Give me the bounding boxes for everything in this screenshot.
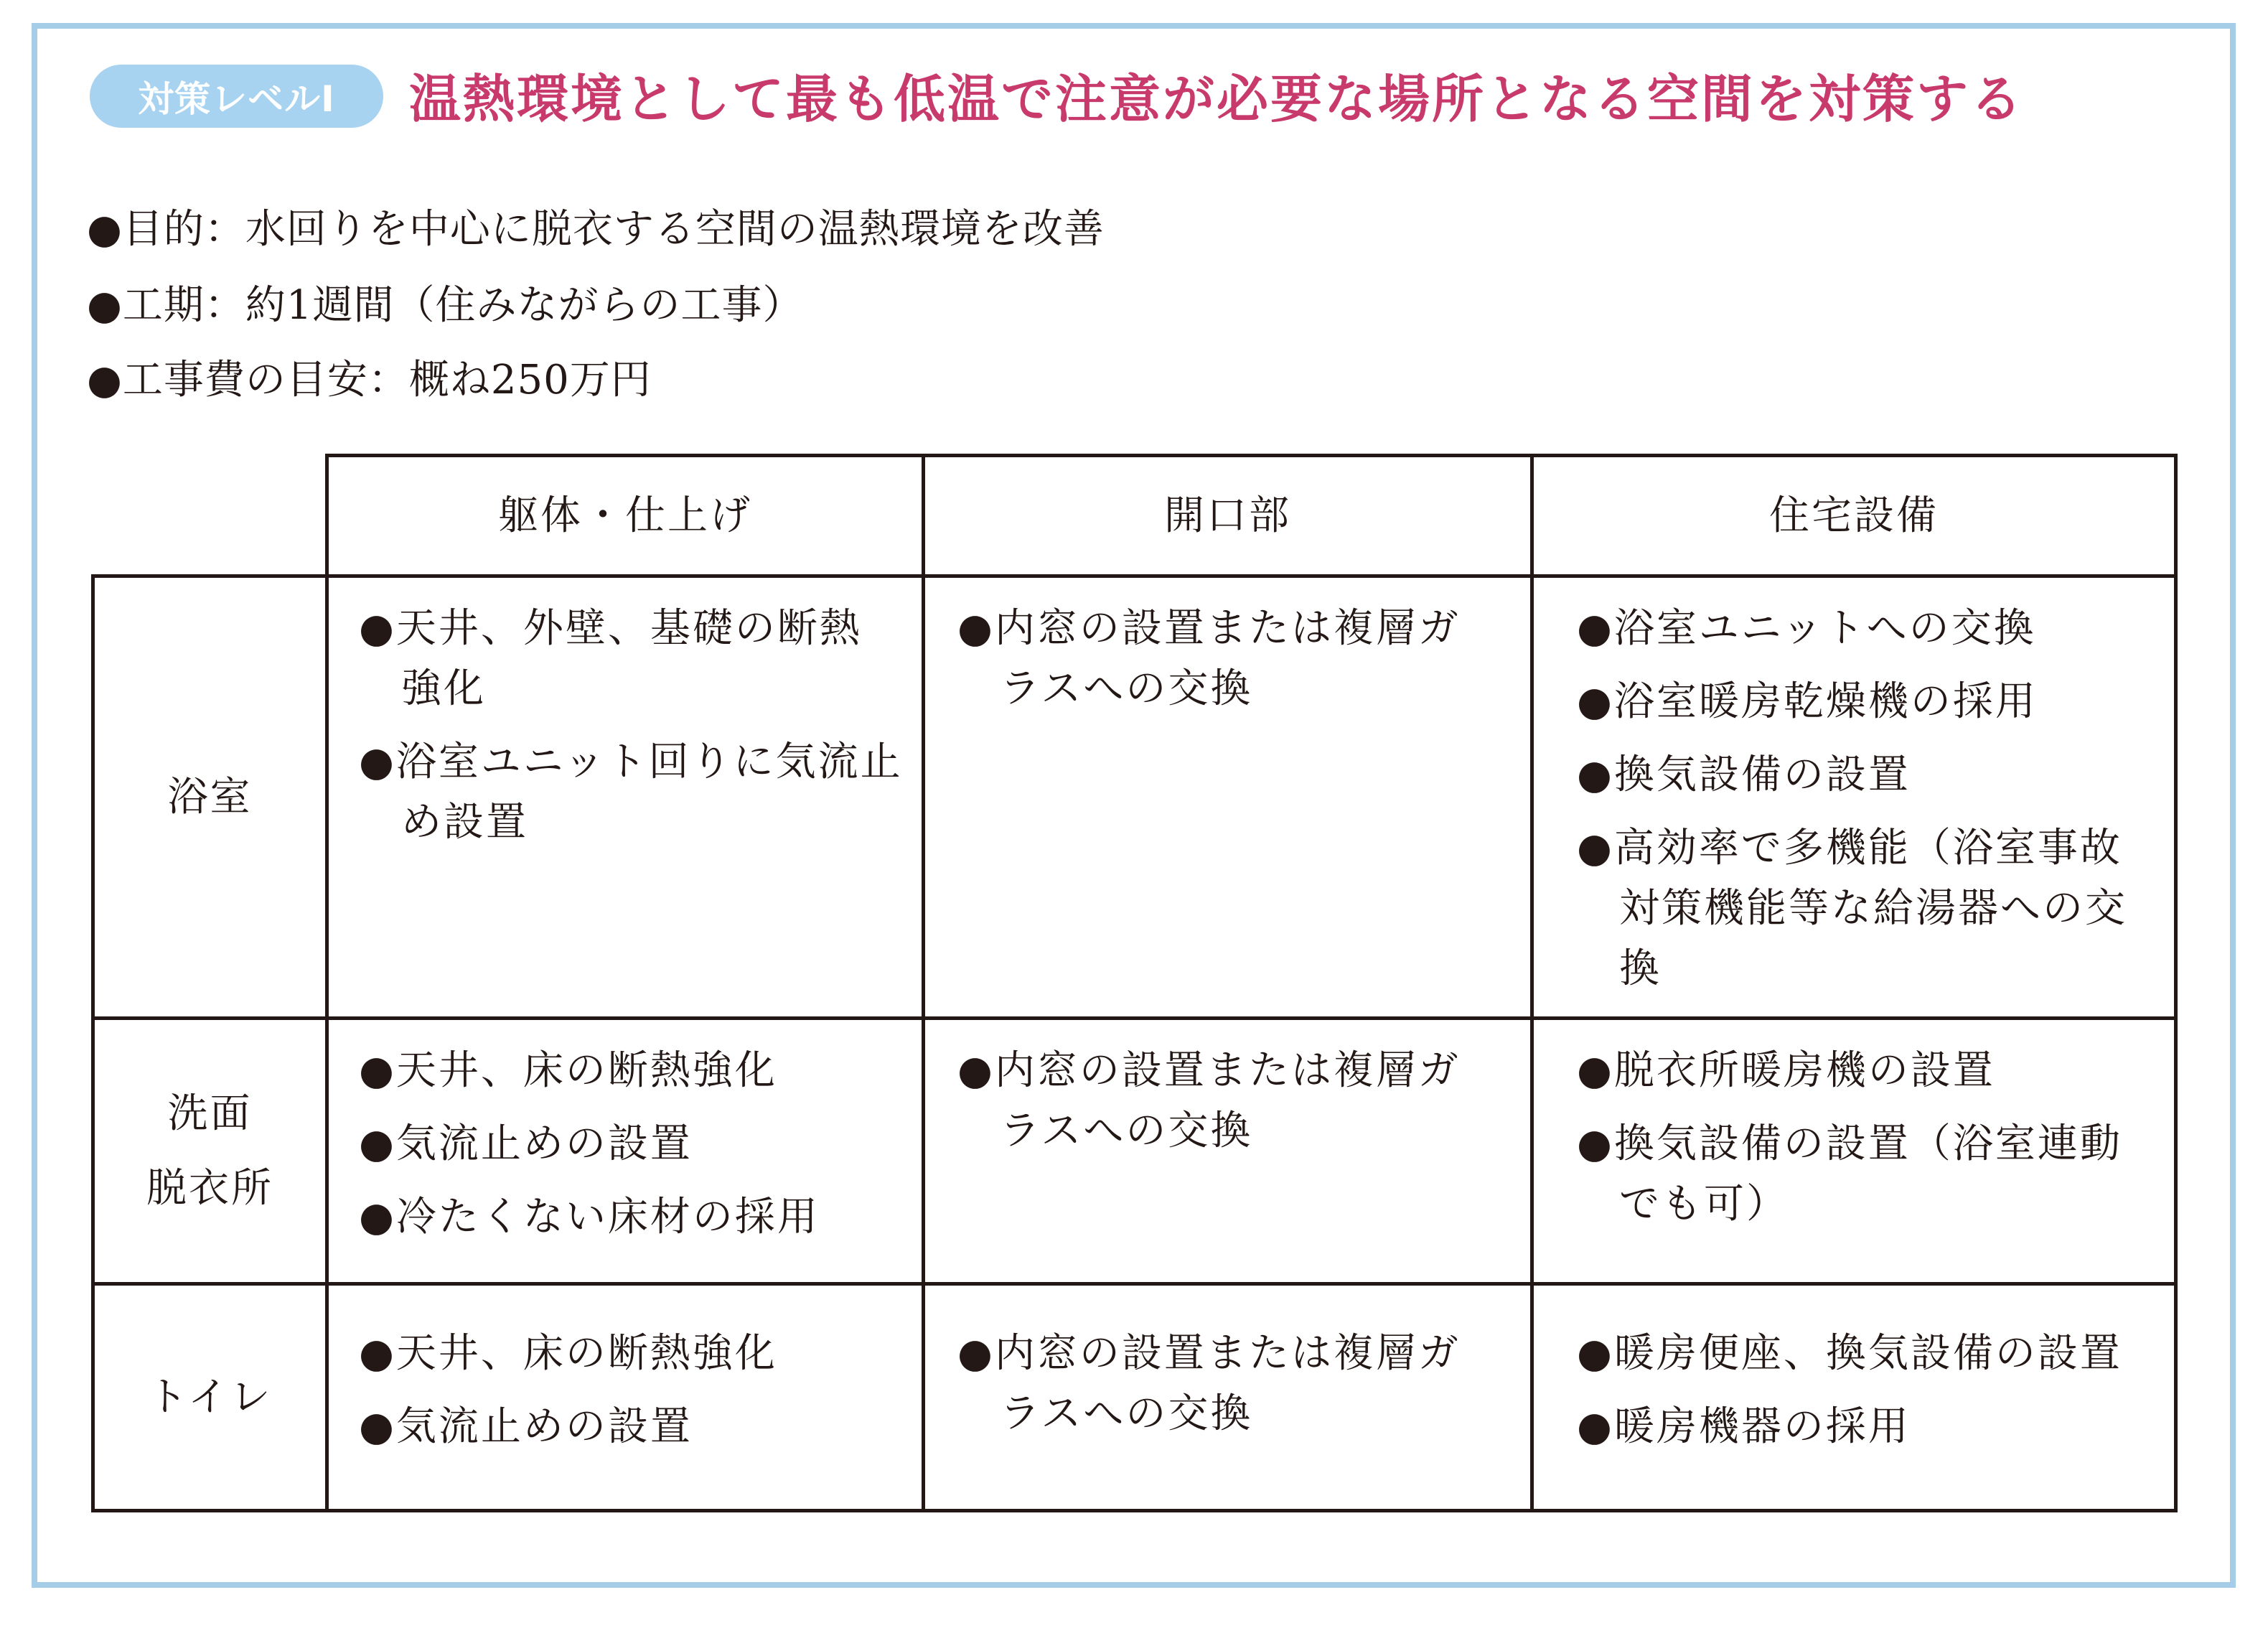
level-badge: 対策レベルⅠ — [90, 65, 383, 128]
row-label-bathroom — [91, 574, 329, 1020]
cell-toilet-equipment — [1530, 1282, 2178, 1512]
list-item: ●内窓の設置または複層ガ ラスへの交換 — [957, 605, 1461, 712]
list-item: ●暖房便座、換気設備の設置 — [1577, 1330, 2122, 1377]
column-header-label: 躯体・仕上げ — [498, 492, 752, 539]
list-item: ●天井、床の断熱強化 — [359, 1047, 777, 1094]
list-item: ●内窓の設置または複層ガ ラスへの交換 — [957, 1047, 1461, 1154]
cell-washroom-openings — [922, 1016, 1534, 1286]
list-item: ●浴室ユニット回りに気流止 め設置 — [359, 739, 903, 846]
cell-washroom-equipment — [1530, 1016, 2178, 1286]
list-item: ●気流止めの設置 — [359, 1403, 693, 1450]
summary-item-duration: ●工期：約1週間（住みながらの工事） — [87, 282, 804, 329]
list-item: ●天井、床の断熱強化 — [359, 1330, 777, 1377]
list-item: ●暖房機器の採用 — [1577, 1403, 1911, 1450]
cell-bathroom-openings — [922, 574, 1534, 1020]
cell-bathroom-equipment — [1530, 574, 2178, 1020]
list-item: ●気流止めの設置 — [359, 1121, 693, 1167]
row-label-text: 洗面 脱衣所 — [146, 1090, 273, 1212]
cell-bathroom-structure — [325, 574, 925, 1020]
row-label-text: トイレ — [147, 1373, 273, 1421]
column-header-label: 住宅設備 — [1769, 492, 1939, 539]
list-item: ●浴室ユニットへの交換 — [1577, 605, 2036, 652]
list-item: ●内窓の設置または複層ガ ラスへの交換 — [957, 1330, 1461, 1437]
column-header-structure-finish — [325, 454, 925, 578]
page-title: 温熱環境として最も低温で注意が必要な場所となる空間を対策する — [409, 69, 2025, 129]
summary-item-cost: ●工事費の目安：概ね250万円 — [87, 357, 652, 403]
summary-item-purpose: ●目的：水回りを中心に脱衣する空間の温熱環境を改善 — [87, 206, 1105, 253]
list-item: ●換気設備の設置 — [1577, 752, 1911, 798]
list-item: ●換気設備の設置（浴室連動 でも可） — [1577, 1121, 2122, 1227]
column-header-openings — [922, 454, 1534, 578]
cell-toilet-structure — [325, 1282, 925, 1512]
column-header-label: 開口部 — [1164, 492, 1291, 539]
row-label-text: 浴室 — [167, 773, 253, 820]
row-label-washroom — [91, 1016, 329, 1286]
column-header-equipment — [1530, 454, 2178, 578]
cell-washroom-structure — [325, 1016, 925, 1286]
measures-table — [91, 454, 2178, 1512]
list-item: ●高効率で多機能（浴室事故 対策機能等な給湯器への交 換 — [1577, 825, 2127, 992]
cell-toilet-openings — [922, 1282, 1534, 1512]
list-item: ●脱衣所暖房機の設置 — [1577, 1047, 1995, 1094]
list-item: ●冷たくない床材の採用 — [359, 1194, 820, 1240]
row-label-toilet — [91, 1282, 329, 1512]
list-item: ●浴室暖房乾燥機の採用 — [1577, 678, 2038, 725]
list-item: ●天井、外壁、基礎の断熱 強化 — [359, 605, 862, 712]
